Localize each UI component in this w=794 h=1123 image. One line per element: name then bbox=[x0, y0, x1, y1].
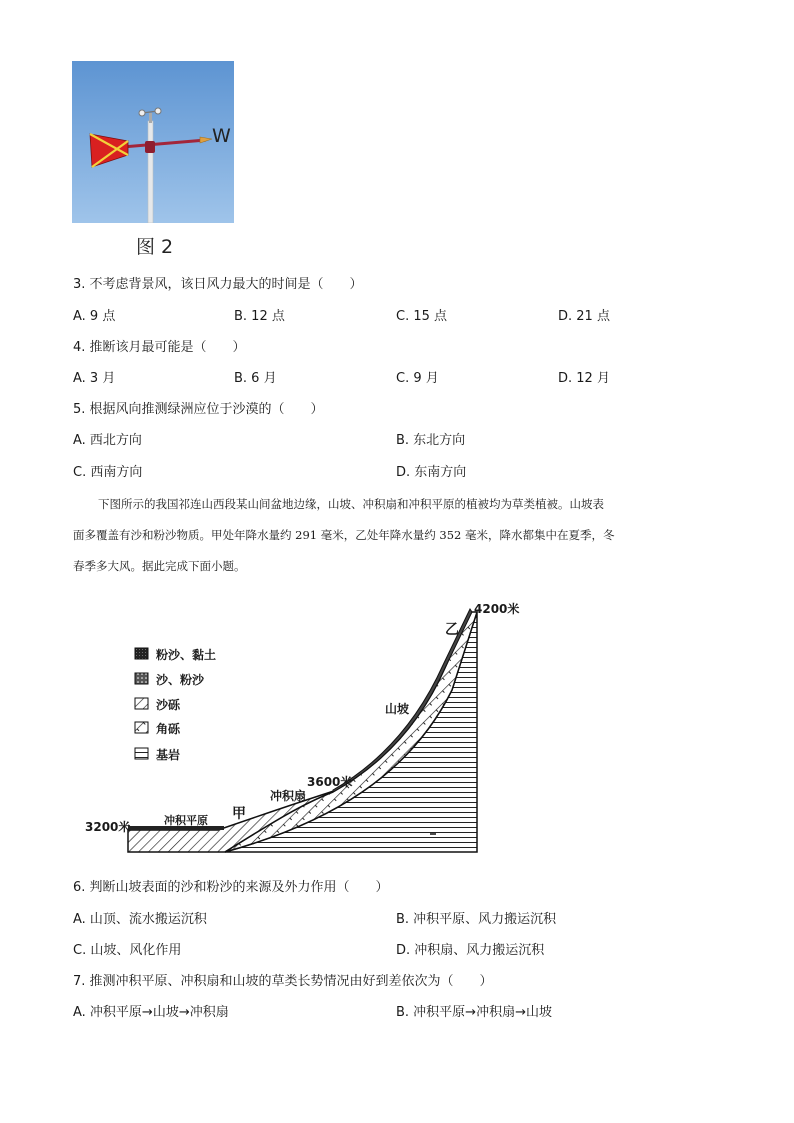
question-4-option-a: A. 3 月 bbox=[73, 371, 116, 386]
question-3-option-d: D. 21 点 bbox=[558, 309, 610, 324]
legend-label-silt-clay: 粉沙、黏土 bbox=[156, 648, 217, 662]
legend-swatch-bedrock bbox=[135, 748, 148, 759]
passage-line-2: 面多覆盖有沙和粉沙物质。甲处年降水量约 291 毫米，乙处年降水量约 352 毫米，降水都集中在夏季，冬 bbox=[73, 528, 615, 542]
question-7-option-b: B. 冲积平原→冲积扇→山坡 bbox=[396, 1005, 552, 1020]
question-3-option-c: C. 15 点 bbox=[396, 309, 448, 324]
legend-swatch-angular-gravel bbox=[135, 722, 148, 733]
base-elevation-label: 3200米 bbox=[85, 820, 131, 834]
mid-elevation-label: 3600米 bbox=[307, 775, 353, 789]
passage-line-1: 下图所示的我国祁连山西段某山间盆地边缘，山坡、冲积扇和冲积平原的植被均为草类植被。山坡表 bbox=[98, 497, 604, 511]
legend-label-sand-silt: 沙、粉沙 bbox=[156, 673, 205, 687]
question-6-option-c: C. 山坡、风化作用 bbox=[73, 943, 182, 958]
question-7-option-a: A. 冲积平原→山坡→冲积扇 bbox=[73, 1005, 229, 1020]
legend-label-bedrock: 基岩 bbox=[156, 748, 181, 762]
legend-label-angular-gravel: 角砾 bbox=[156, 722, 181, 736]
wind-direction-letter: W bbox=[212, 125, 231, 147]
question-4-option-b: B. 6 月 bbox=[234, 371, 277, 386]
question-5-option-c: C. 西南方向 bbox=[73, 465, 143, 480]
location-yi-label: 乙 bbox=[445, 622, 459, 638]
question-6-stem: 6. 判断山坡表面的沙和粉沙的来源及外力作用（ ） bbox=[73, 880, 389, 895]
question-4-option-d: D. 12 月 bbox=[558, 371, 610, 386]
legend-label-sandy-gravel: 沙砾 bbox=[156, 698, 181, 712]
question-4-option-c: C. 9 月 bbox=[396, 371, 439, 386]
figure-caption: 图 2 bbox=[136, 236, 174, 258]
question-5-option-b: B. 东北方向 bbox=[396, 433, 466, 448]
legend-swatch-sand-silt bbox=[135, 673, 148, 684]
question-4-stem: 4. 推断该月最可能是（ ） bbox=[73, 340, 246, 355]
peak-elevation-label: 4200米 bbox=[474, 602, 520, 616]
legend-swatch-sandy-gravel bbox=[135, 698, 148, 709]
question-3-option-a: A. 9 点 bbox=[73, 309, 116, 324]
passage-line-3: 春季多大风。据此完成下面小题。 bbox=[73, 559, 246, 573]
question-5-stem: 5. 根据风向推测绿洲应位于沙漠的（ ） bbox=[73, 402, 324, 417]
question-6-option-d: D. 冲积扇、风力搬运沉积 bbox=[396, 943, 545, 958]
question-5-option-d: D. 东南方向 bbox=[396, 465, 467, 480]
question-6-option-a: A. 山顶、流水搬运沉积 bbox=[73, 912, 207, 927]
question-7-stem: 7. 推测冲积平原、冲积扇和山坡的草类长势情况由好到差依次为（ ） bbox=[73, 974, 493, 989]
alluvial-plain-label: 冲积平原 bbox=[164, 814, 208, 827]
question-3-stem: 3. 不考虑背景风，该日风力最大的时间是（ ） bbox=[73, 277, 363, 292]
question-3-option-b: B. 12 点 bbox=[234, 309, 285, 324]
alluvial-fan-label: 冲积扇 bbox=[270, 789, 307, 803]
question-6-option-b: B. 冲积平原、风力搬运沉积 bbox=[396, 912, 557, 927]
slope-label: 山坡 bbox=[385, 702, 410, 716]
legend-swatch-silt-clay bbox=[135, 648, 148, 659]
question-5-option-a: A. 西北方向 bbox=[73, 433, 142, 448]
location-jia-label: 甲 bbox=[232, 806, 246, 822]
